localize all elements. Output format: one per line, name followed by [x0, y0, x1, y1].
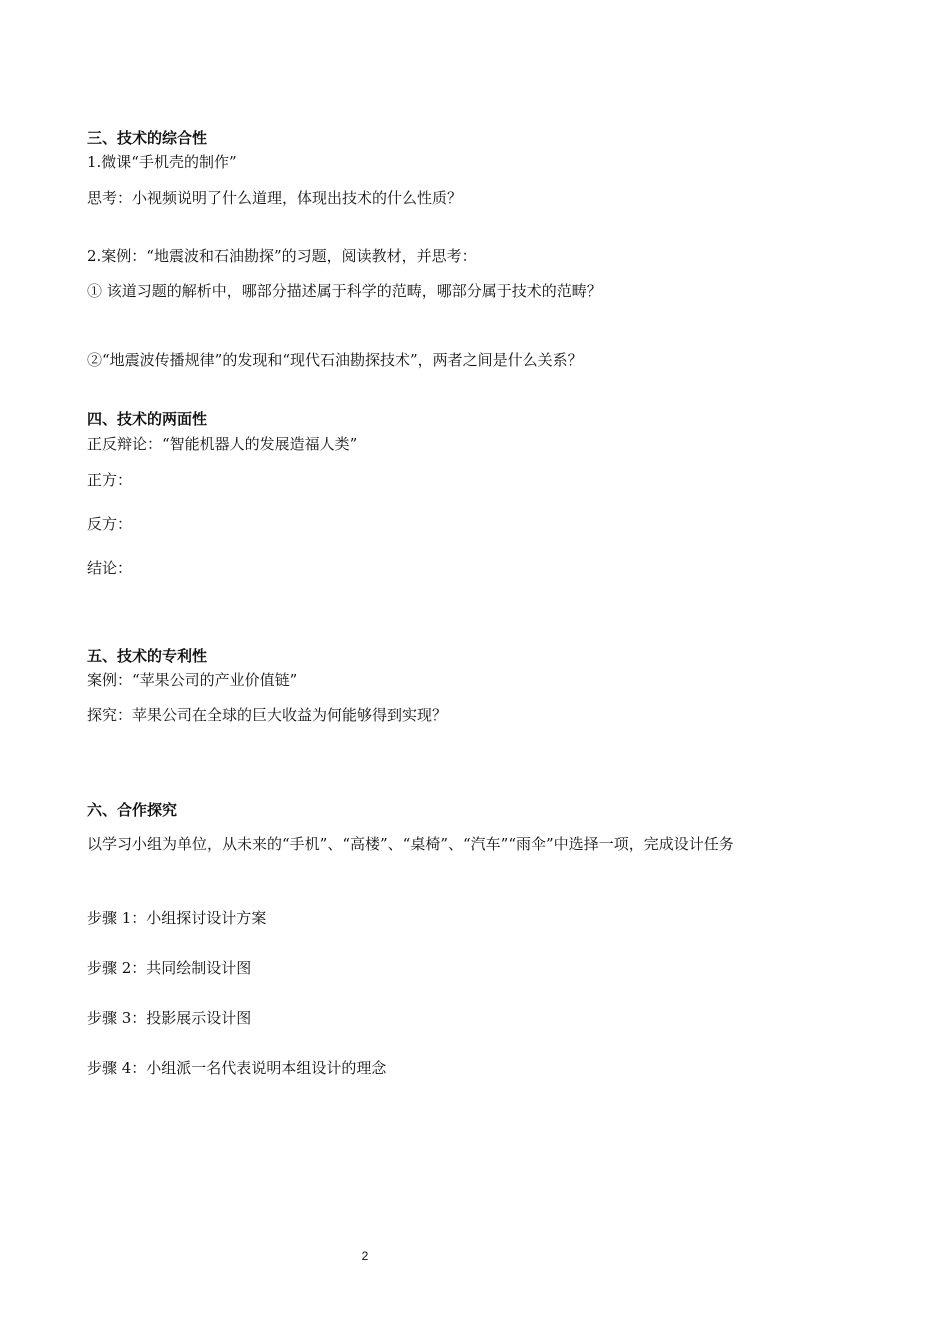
section-heading-5: 五、技术的专利性 [87, 647, 208, 665]
step-1: 步骤 1：小组探讨设计方案 [87, 909, 267, 927]
step-3: 步骤 3：投影展示设计图 [87, 1009, 252, 1027]
microcourse-item: 1.微课“手机壳的制作” [87, 153, 237, 171]
question-2: ②“地震波传播规律”的发现和“现代石油勘探技术”，两者之间是什么关系？ [87, 351, 583, 369]
explore-question: 探究：苹果公司在全球的巨大收益为何能够得到实现？ [87, 706, 448, 724]
section-heading-4: 四、技术的两面性 [87, 410, 208, 428]
patent-case: 案例：“苹果公司的产业价值链” [87, 671, 298, 689]
step-4: 步骤 4：小组派一名代表说明本组设计的理念 [87, 1059, 387, 1077]
debate-topic: 正反辩论：“智能机器人的发展造福人类” [87, 435, 358, 453]
design-task: 以学习小组为单位，从未来的“手机”、“高楼”、“桌椅”、“汽车”“雨伞”中选择一项，完成设计任务 [87, 835, 734, 853]
section-heading-6: 六、合作探究 [87, 801, 178, 819]
section-heading-3: 三、技术的综合性 [87, 129, 208, 147]
question-1: ① 该道习题的解析中，哪部分描述属于科学的范畴，哪部分属于技术的范畴？ [87, 282, 602, 300]
conclusion-label: 结论： [87, 559, 133, 577]
case-item: 2.案例：“地震波和石油勘探”的习题，阅读教材，并思考： [87, 247, 477, 265]
step-2: 步骤 2：共同绘制设计图 [87, 959, 252, 977]
con-side-label: 反方： [87, 515, 133, 533]
page-number: 2 [361, 1249, 369, 1263]
think-question: 思考：小视频说明了什么道理，体现出技术的什么性质？ [87, 189, 463, 207]
pro-side-label: 正方： [87, 471, 133, 489]
